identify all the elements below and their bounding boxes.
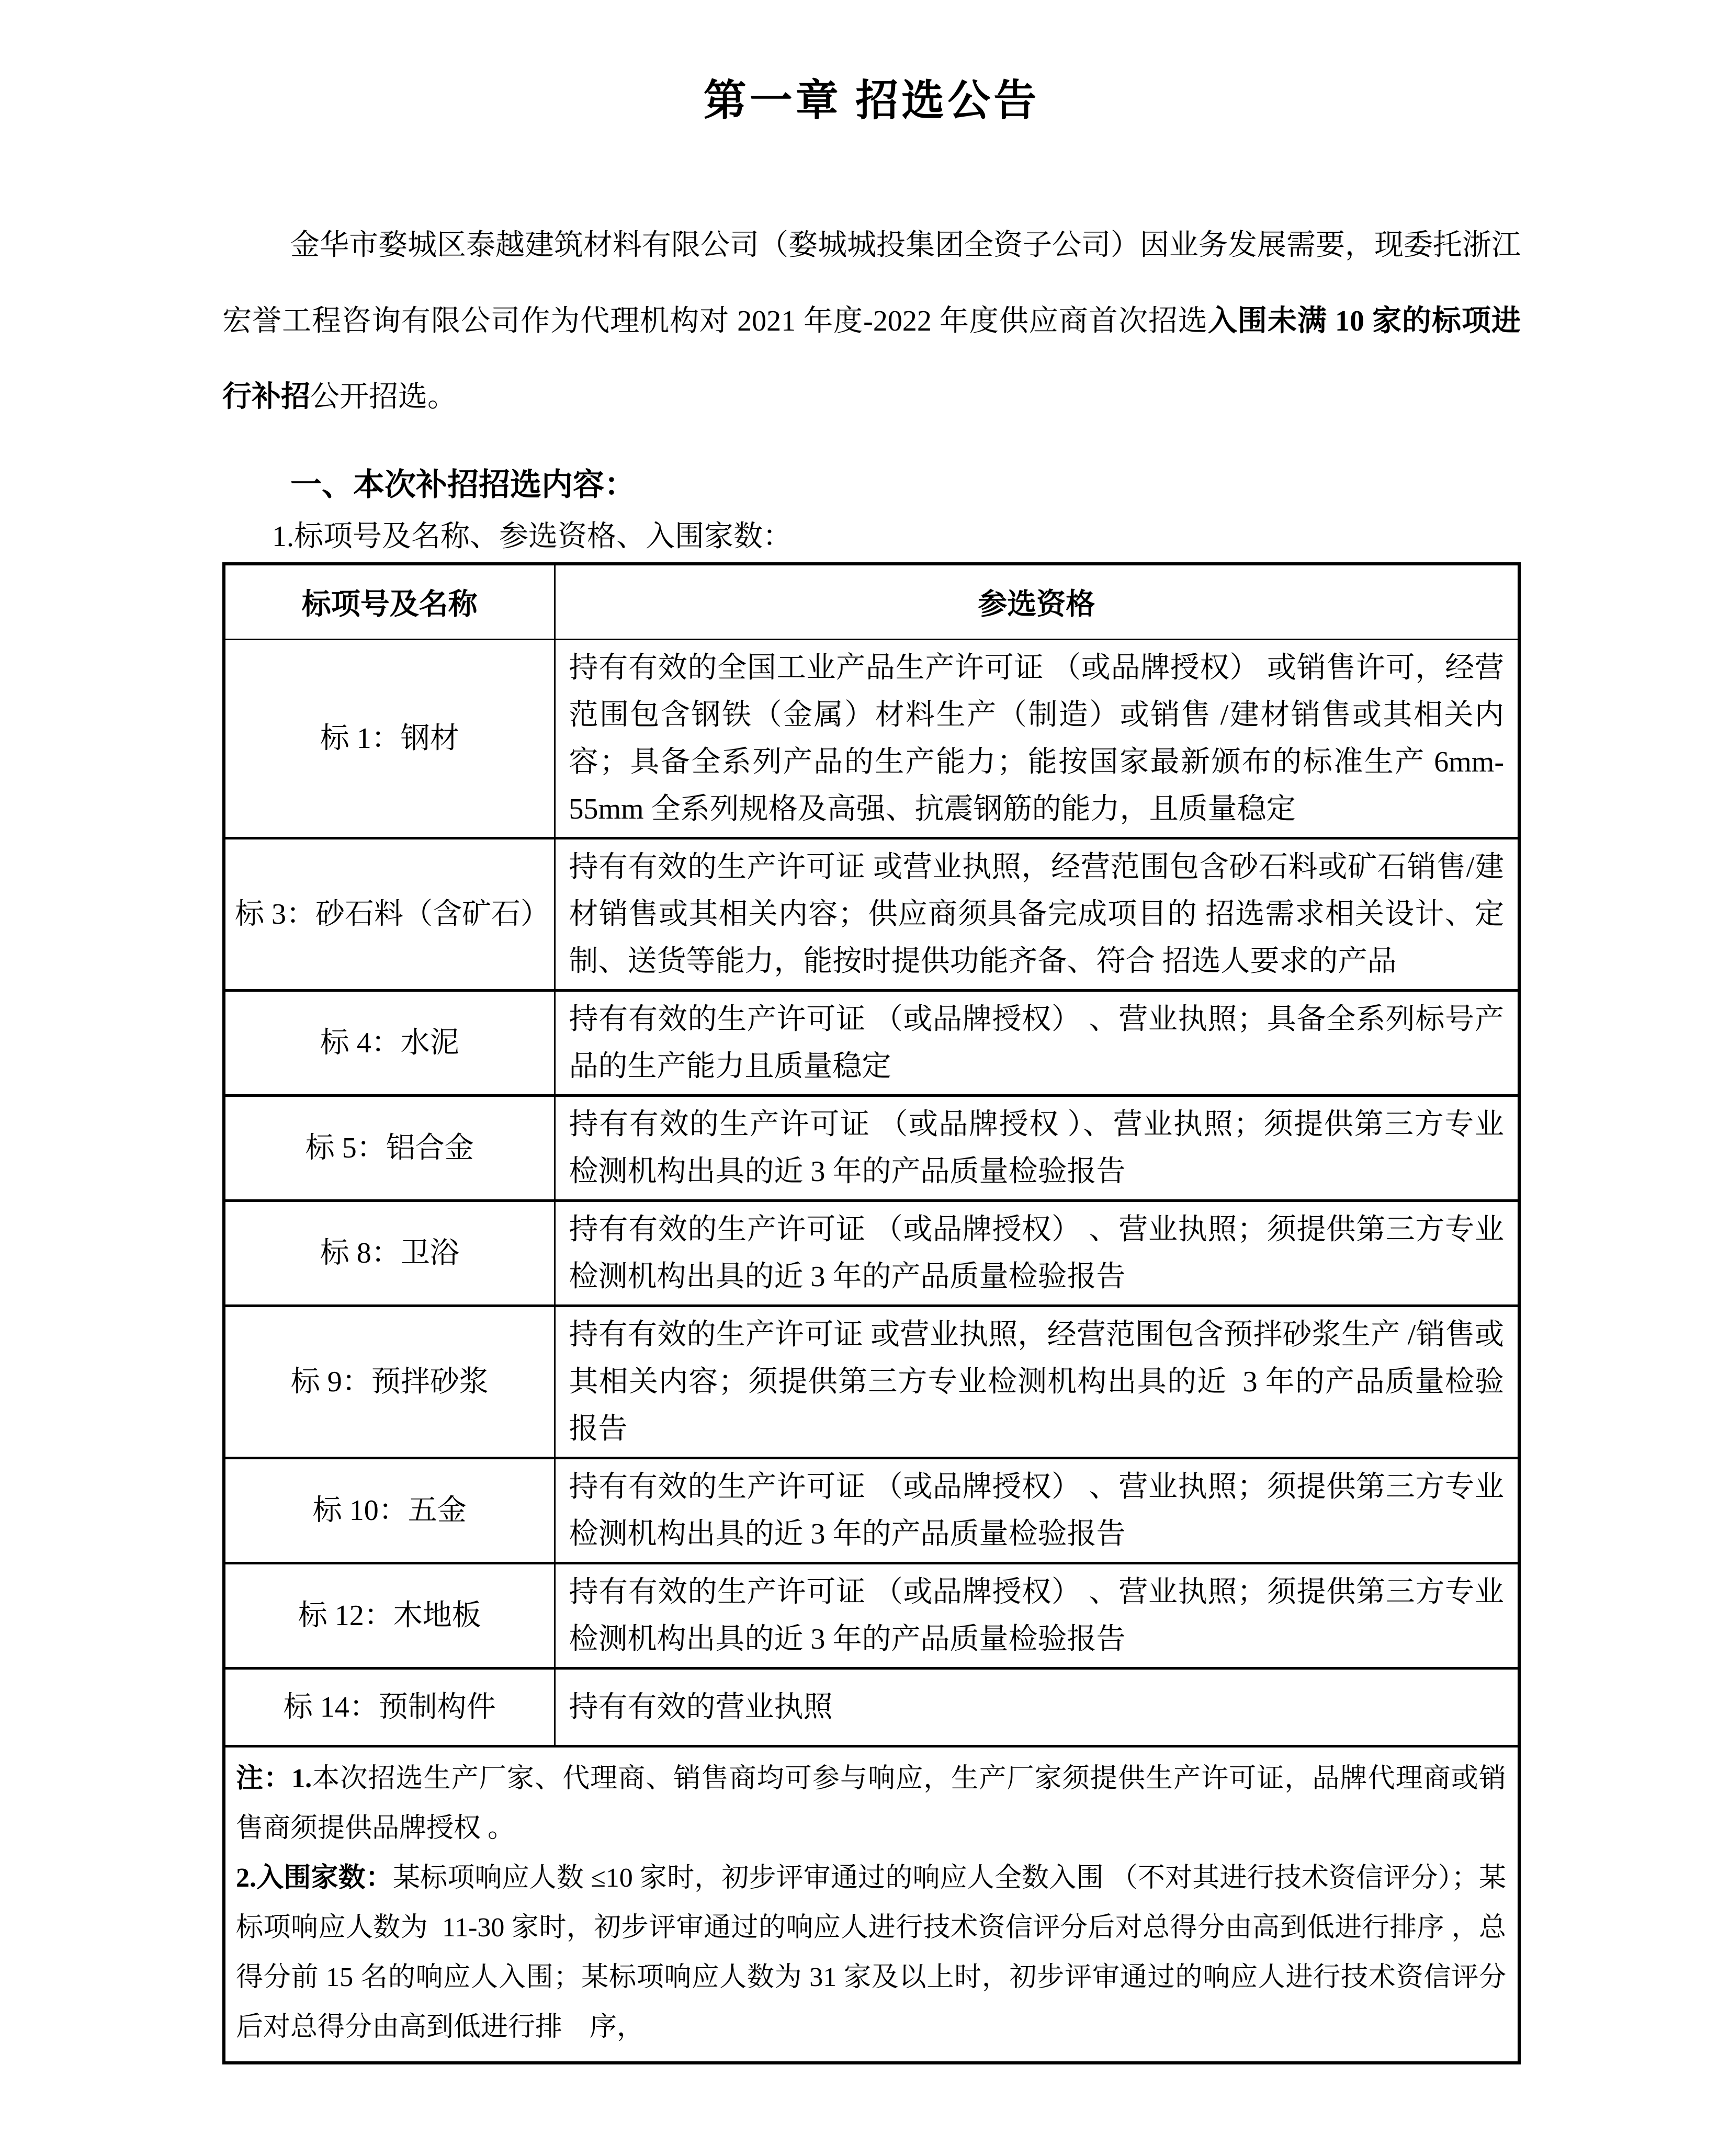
document-content xyxy=(222,0,1521,2064)
note-row xyxy=(224,1746,1519,2063)
table-row xyxy=(224,1095,1519,1200)
qualification-cell: 持有有效的生产许可证 或营业执照，经营范围包含砂石料或矿石销售/建材销售或其相关内容；供应商须具备完成项目的 招选需求相关设计、定制、送货等能力，能按时提供功能齐备、符合 招选人要求的产品 xyxy=(555,838,1519,990)
bid-items-table xyxy=(222,562,1521,2064)
note-paragraph-1 xyxy=(236,1754,1506,1853)
table-row xyxy=(224,1668,1519,1746)
item-cell: 标 1：钢材 xyxy=(320,722,459,755)
qualification-cell: 持有有效的生产许可证 （或品牌授权 ）、营业执照；须提供第三方专业检测机构出具的近 3 年的产品质量检验报告 xyxy=(555,1095,1519,1200)
item-cell: 标 3：砂石料（含矿石） xyxy=(224,838,555,990)
table-row xyxy=(224,639,1519,838)
section-heading: 一、本次补招招选内容： xyxy=(290,467,636,502)
qualification-cell: 持有有效的营业执照 xyxy=(555,1668,1519,1746)
table-row xyxy=(224,838,1519,990)
note-cell xyxy=(224,1746,1519,2063)
note-text-2: 某标项响应人数 ≤10 家时，初步评审通过的响应人全数入围 （不对其进行技术资信评分）；某标项响应人数为 11-30 家时，初步评审通过的响应人进行技术资信评分后对总得分由高到低进行排序 ，总得分前 15 名的响应人入围；某标项响应人数为 31 家及以上时，初步评审通过的响应人进行技术资信评分后对总得分由高到低进行排 序， xyxy=(236,1863,1506,2042)
qualification-cell: 持有有效的生产许可证 （或品牌授权） 、营业执照；须提供第三方专业检测机构出具的近 3 年的产品质量检验报告 xyxy=(555,1458,1519,1563)
intro-text-end: 公开招选。 xyxy=(310,380,457,413)
table-row xyxy=(224,1200,1519,1306)
table-header-row xyxy=(224,564,1519,640)
table-row xyxy=(224,1458,1519,1563)
sub-heading: 1.标项号及名称、参选资格、入围家数： xyxy=(272,520,792,553)
item-cell: 标 4：水泥 xyxy=(224,990,555,1095)
item-cell: 标 5：铝合金 xyxy=(224,1095,555,1200)
note-label-2: 2.入围家数： xyxy=(236,1863,393,1893)
item-cell: 标 10：五金 xyxy=(224,1458,555,1563)
header-qualification: 参选资格 xyxy=(555,564,1519,640)
qualification-cell: 持有有效的生产许可证 （或品牌授权） 、营业执照；须提供第三方专业检测机构出具的近 3 年的产品质量检验报告 xyxy=(555,1563,1519,1668)
header-item-number: 标项号及名称 xyxy=(224,564,555,640)
page-title: 第一章 招选公告 xyxy=(703,77,1040,124)
item-cell: 标 9：预拌砂浆 xyxy=(224,1306,555,1458)
note-paragraph-2 xyxy=(236,1853,1506,2052)
item-cell: 标 12：木地板 xyxy=(224,1563,555,1668)
item-cell: 标 14：预制构件 xyxy=(224,1668,555,1746)
intro-text-bold: 入围未满 10 家的标项进行补招 xyxy=(222,304,1521,413)
note-text-1: 本次招选生产厂家、代理商、销售商均可参与响应，生产厂家须提供生产许可证，品牌代理商或销售商须提供品牌授权 。 xyxy=(236,1763,1506,1843)
qualification-cell: 持有有效的生产许可证 或营业执照，经营范围包含预拌砂浆生产 /销售或其相关内容；须提供第三方专业检测机构出具的近 3 年的产品质量检验报告 xyxy=(555,1306,1519,1458)
qualification-cell: 持有有效的生产许可证 （或品牌授权） 、营业执照；须提供第三方专业检测机构出具的近 3 年的产品质量检验报告 xyxy=(555,1200,1519,1306)
note-label-1: 注：1. xyxy=(236,1763,312,1794)
item-cell: 标 8：卫浴 xyxy=(224,1200,555,1306)
intro-paragraph xyxy=(222,208,1521,435)
table-row xyxy=(224,1563,1519,1668)
table-row xyxy=(224,990,1519,1095)
intro-text-start: 金华市婺城区泰越建筑材料有限公司（婺城城投集团全资子公司）因业务发展需要，现委托浙江宏誉工程咨询有限公司作为代理机构对 2021 年度-2022 年度供应商首次招选 xyxy=(222,229,1521,337)
qualification-cell: 持有有效的生产许可证 （或品牌授权） 、营业执照；具备全系列标号产品的生产能力且质量稳定 xyxy=(555,990,1519,1095)
table-row xyxy=(224,1306,1519,1458)
qualification-cell: 持有有效的全国工业产品生产许可证 （或品牌授权） 或销售许可，经营范围包含钢铁（金属）材料生产（制造）或销售 /建材销售或其相关内容；具备全系列产品的生产能力；能按国家最新颁布的标准生产 6mm-55mm 全系列规格及高强、抗震钢筋的能力，且质量稳定 xyxy=(555,639,1519,838)
